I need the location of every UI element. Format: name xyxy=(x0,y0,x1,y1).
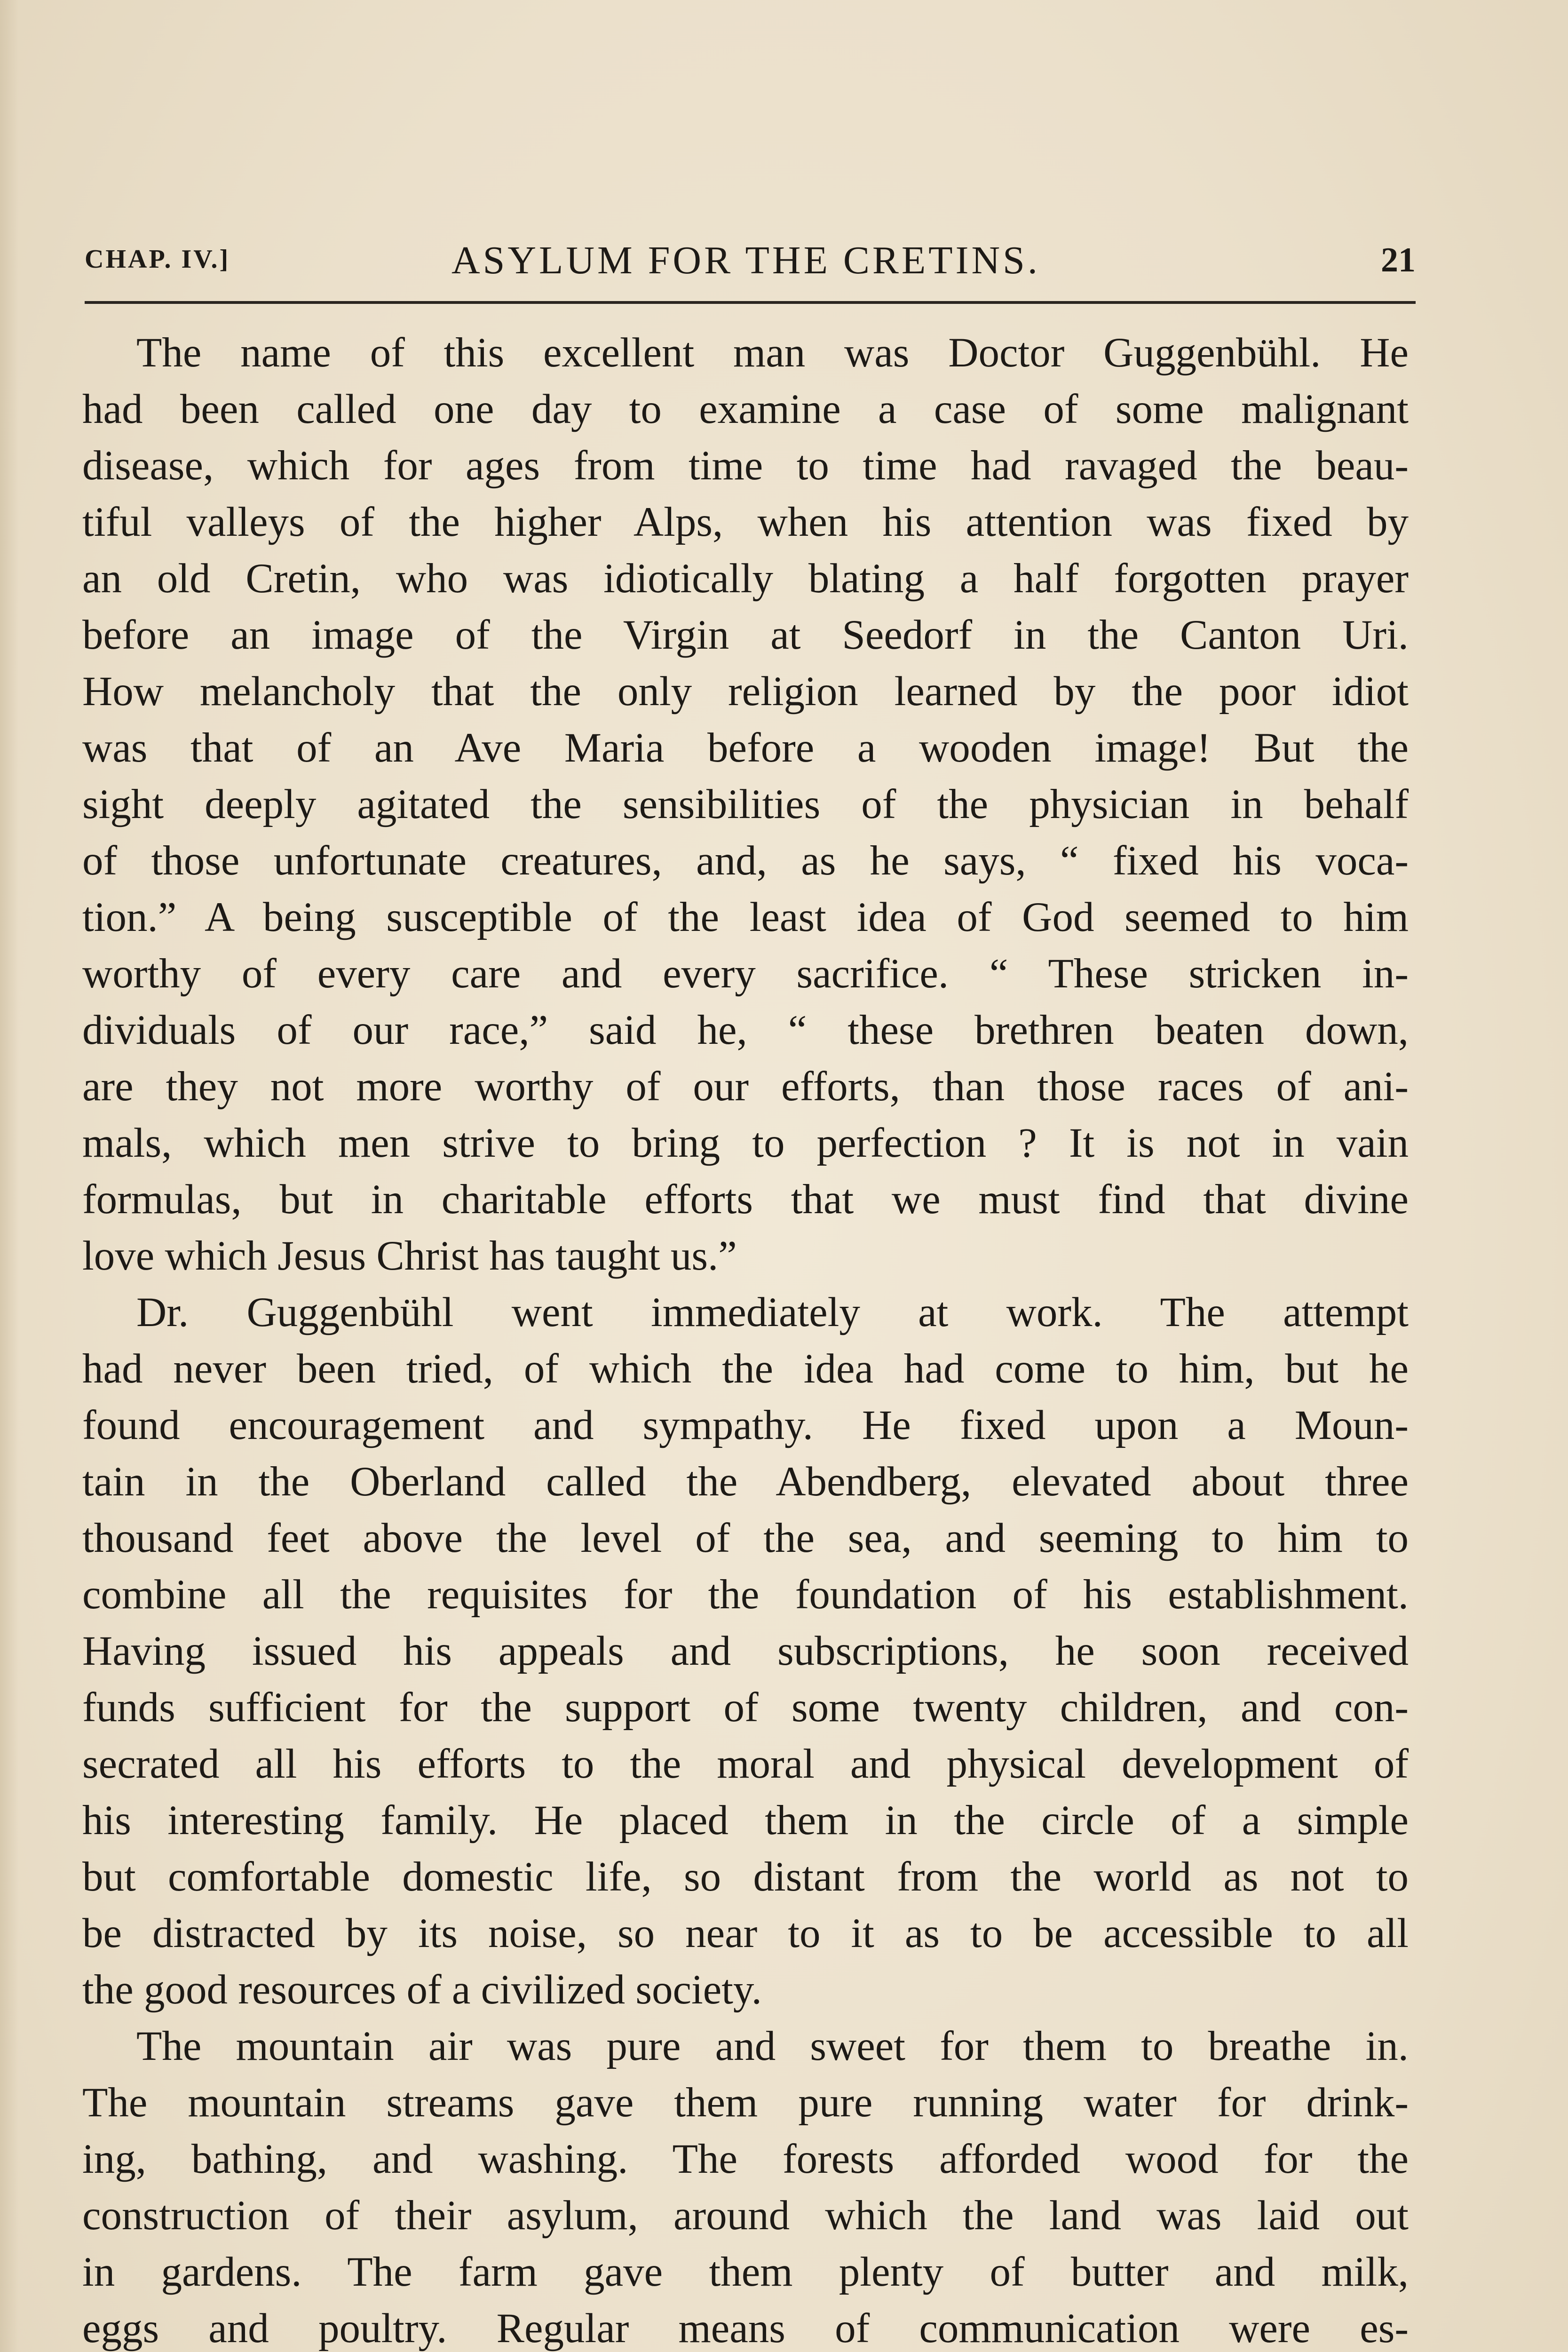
text-line: was that of an Ave Maria before a wooden image! But the xyxy=(82,725,1409,771)
text-line: an old Cretin, who was idiotically blating a half forgotten prayer xyxy=(82,556,1409,602)
text-line: worthy of every care and every sacrifice. “ These stricken in- xyxy=(82,951,1409,997)
page-gutter-shadow xyxy=(0,0,19,2352)
text-line: The name of this excellent man was Doctor Guggenbühl. He xyxy=(136,330,1409,376)
text-line: love which Jesus Christ has taught us.” xyxy=(82,1233,737,1279)
body-text xyxy=(82,325,1409,2352)
text-line: are they not more worthy of our efforts, than those races of ani- xyxy=(82,1064,1409,1110)
text-line: thousand feet above the level of the sea, and seeming to him to xyxy=(82,1515,1409,1561)
text-line: be distracted by its noise, so near to it as to be accessible to all xyxy=(82,1910,1409,1956)
text-line: Dr. Guggenbühl went immediately at work. The attempt xyxy=(136,1289,1409,1335)
text-line: combine all the requisites for the foundation of his establishment. xyxy=(82,1572,1409,1618)
text-line: How melancholy that the only religion learned by the poor idiot xyxy=(82,668,1409,715)
text-line: in gardens. The farm gave them plenty of butter and milk, xyxy=(82,2249,1409,2295)
text-line: mals, which men strive to bring to perfection ? It is not in vain xyxy=(82,1120,1409,1166)
text-line: before an image of the Virgin at Seedorf in the Canton Uri. xyxy=(82,612,1409,658)
text-line: secrated all his efforts to the moral and physical development of xyxy=(82,1741,1409,1787)
text-line: construction of their asylum, around which the land was laid out xyxy=(82,2193,1409,2239)
text-line: had never been tried, of which the idea had come to him, but he xyxy=(82,1346,1409,1392)
text-line: funds sufficient for the support of some twenty children, and con- xyxy=(82,1685,1409,1731)
text-line: tion.” A being susceptible of the least idea of God seemed to him xyxy=(82,894,1409,940)
text-line: his interesting family. He placed them in the circle of a simple xyxy=(82,1797,1409,1843)
text-line: but comfortable domestic life, so distant from the world as not to xyxy=(82,1854,1409,1900)
text-line: The mountain air was pure and sweet for them to breathe in. xyxy=(136,2023,1409,2069)
text-line: Having issued his appeals and subscriptions, he soon received xyxy=(82,1628,1409,1674)
chapter-label: CHAP. IV.] xyxy=(85,245,230,274)
text-line: tiful valleys of the higher Alps, when his attention was fixed by xyxy=(82,499,1409,545)
page-number: 21 xyxy=(1381,241,1416,279)
text-line: The mountain streams gave them pure running water for drink- xyxy=(82,2080,1409,2126)
text-line: eggs and poultry. Regular means of communication were es- xyxy=(82,2305,1409,2352)
text-line: formulas, but in charitable efforts that we must find that divine xyxy=(82,1176,1409,1223)
text-line: the good resources of a civilized society. xyxy=(82,1967,762,2013)
text-line: sight deeply agitated the sensibilities of the physician in behalf xyxy=(82,781,1409,827)
running-head xyxy=(85,238,1416,280)
text-line: found encouragement and sympathy. He fixed upon a Moun- xyxy=(82,1402,1409,1448)
running-title: ASYLUM FOR THE CRETINS. xyxy=(451,238,1040,282)
header-rule xyxy=(85,301,1416,304)
text-line: ing, bathing, and washing. The forests afforded wood for the xyxy=(82,2136,1409,2182)
text-line: of those unfortunate creatures, and, as he says, “ fixed his voca- xyxy=(82,838,1409,884)
text-line: dividuals of our race,” said he, “ these brethren beaten down, xyxy=(82,1007,1409,1053)
text-line: tain in the Oberland called the Abendberg, elevated about three xyxy=(82,1459,1409,1505)
text-line: had been called one day to examine a case of some malignant xyxy=(82,386,1409,432)
text-line: disease, which for ages from time to time had ravaged the beau- xyxy=(82,443,1409,489)
